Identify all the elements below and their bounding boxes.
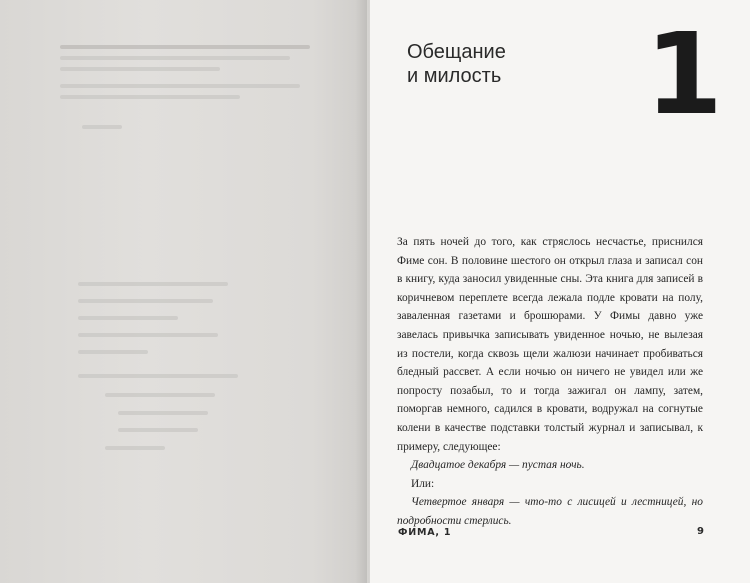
- chapter-title-line-2: и милость: [407, 65, 502, 87]
- opening-paragraph: За пять ночей до того, как стряслось несчастье, приснился Фиме сон. В половине шестого он открыл глаза и записал сон в книгу, куда заносил увиденные сны. Эта книга для записей в коричневом переплете всегда лежала подле кровати на полу, заваленная газетами и брошюрами. У Фимы давно уже завелась привычка записывать увиденное ночью, не вылезая из постели, когда сквозь щели жалюзи начинает пробиваться бледный рассвет. А если ночью он ничего не увидел или же попросту позабыл, то и тогда зажигал он лампу, затем, поморгав немного, садился в кровати, водружал на согнутые колени в качестве подставки толстый журнал и записывал, к примеру, следующее:: [397, 236, 703, 453]
- chapter-title: [407, 40, 607, 88]
- chapter-number: 1: [645, 10, 723, 140]
- page-number: 9: [697, 526, 704, 537]
- running-head: ФИМА, 1: [398, 527, 452, 538]
- diary-entry-1-text: Двадцатое декабря — пустая ночь.: [411, 459, 585, 472]
- diary-entry-1: [397, 456, 703, 475]
- chapter-body: [397, 233, 703, 531]
- left-page: [0, 0, 367, 583]
- diary-entry-2: [397, 493, 703, 530]
- chapter-title-line-1: Обещание: [407, 41, 506, 63]
- diary-entry-2-text: Четвертое января — что-то с лисицей и лестницей, но подробности стерлись.: [397, 496, 703, 527]
- or-line: Или:: [411, 477, 435, 490]
